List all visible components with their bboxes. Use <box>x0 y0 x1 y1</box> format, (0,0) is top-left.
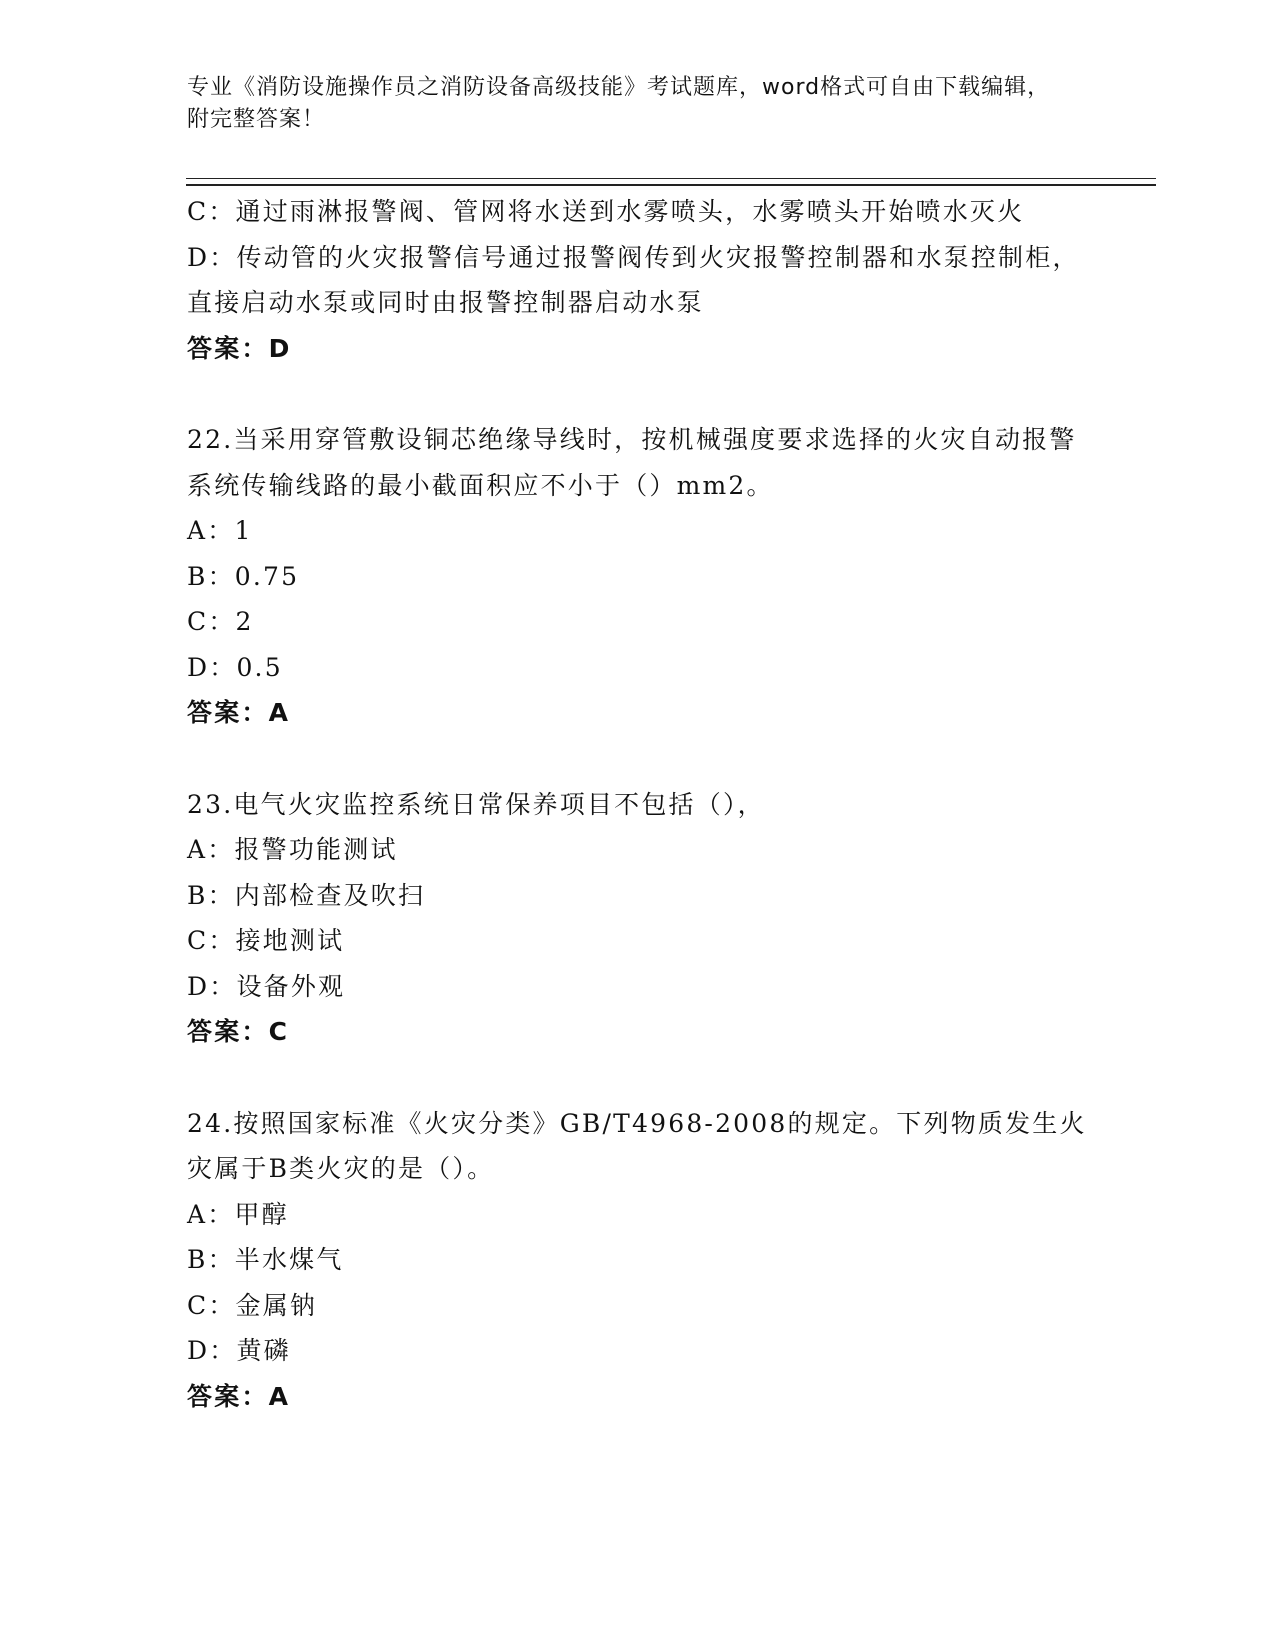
question-stem: 22.当采用穿管敷设铜芯绝缘导线时，按机械强度要求选择的火灾自动报警系统传输线路的最小截面积应不小于（）mm2。 <box>187 425 1077 500</box>
header-rule-thin <box>186 178 1156 179</box>
option-a: A：报警功能测试 <box>187 835 398 864</box>
question-block-24 <box>187 1101 1087 1420</box>
option-c: C：接地测试 <box>187 926 345 955</box>
question-block-21 <box>187 189 1087 371</box>
option-d: D：0.5 <box>187 652 283 682</box>
header-rule-thick <box>186 184 1156 186</box>
answer: 答案：A <box>187 1381 291 1411</box>
option-c: C：金属钠 <box>187 1290 318 1320</box>
option-d: D：传动管的火灾报警信号通过报警阀传到火灾报警控制器和水泵控制柜，直接启动水泵或同时由报警控制器启动水泵 <box>187 242 1080 317</box>
option-b: B：内部检查及吹扫 <box>187 880 426 910</box>
question-stem: 23.电气火灾监控系统日常保养项目不包括（）， <box>187 789 765 819</box>
spacer <box>187 736 1087 782</box>
question-content <box>187 189 1087 1419</box>
option-b: B：半水煤气 <box>187 1245 344 1274</box>
spacer <box>187 371 1087 417</box>
question-block-22 <box>187 417 1087 736</box>
question-stem: 24.按照国家标准《火灾分类》GB/T4968-2008的规定。下列物质发生火灾属于B类火灾的是（）。 <box>187 1108 1087 1183</box>
option-a: A：1 <box>187 516 253 545</box>
answer: 答案：C <box>187 1017 290 1046</box>
document-header: 专业《消防设施操作员之消防设备高级技能》考试题库，word格式可自由下载编辑，附完整答案！ <box>187 75 1051 132</box>
option-a: A：甲醇 <box>187 1199 289 1229</box>
answer: 答案：D <box>187 333 292 363</box>
option-c: C：通过雨淋报警阀、管网将水送到水雾喷头，水雾喷头开始喷水灭火 <box>187 197 1025 226</box>
option-c: C：2 <box>187 607 254 636</box>
option-b: B：0.75 <box>187 561 300 591</box>
option-d: D：设备外观 <box>187 971 346 1001</box>
question-block-23 <box>187 782 1087 1055</box>
option-d: D：黄磷 <box>187 1336 291 1365</box>
spacer <box>187 1055 1087 1101</box>
answer: 答案：A <box>187 698 291 727</box>
